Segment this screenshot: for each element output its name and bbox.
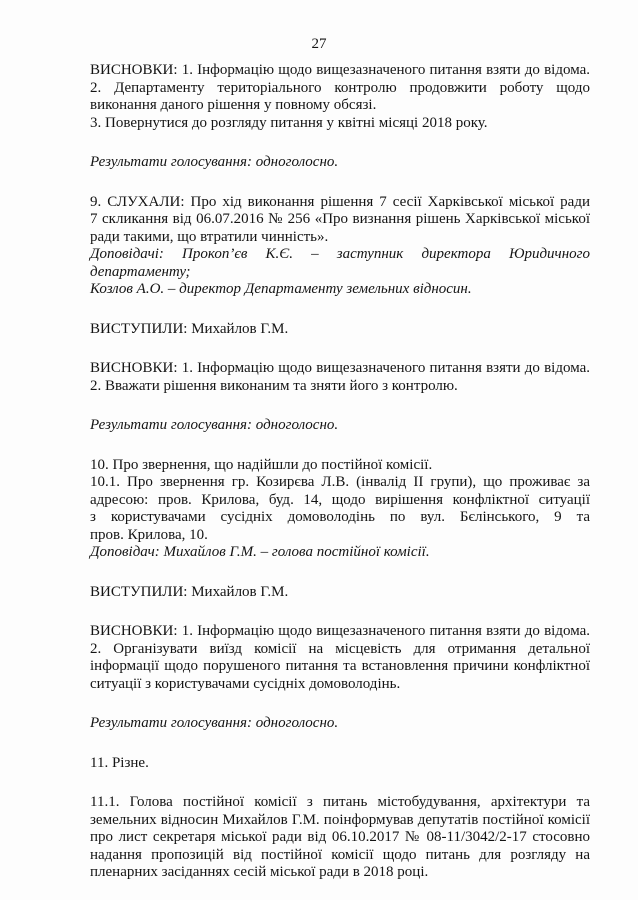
spoke-line: ВИСТУПИЛИ: Михайлов Г.М. [90, 320, 289, 337]
item-line: 10.1. Про звернення гр. Козирєва Л.В. (інвалід ІІ групи), що проживає за [90, 474, 590, 490]
item-line: надання пропозицій від постійної комісії щодо питань для розгляду на [90, 846, 590, 863]
heard-line: 7 скликання від 06.07.2016 № 256 «Про визнання рішень Харківської міської [90, 211, 590, 227]
voting-results: Результати голосування: одноголосно. [90, 154, 339, 170]
speakers-line: Доповідачі: Прокоп’єв К.Є. – заступник директора Юридичного [90, 246, 590, 262]
speakers-line: департаменту; [90, 263, 191, 280]
conclusions-line: ВИСНОВКИ: 1. Інформацію щодо вищезазначеного питання взяти до відома. [90, 360, 590, 376]
item-line: земельних відносин Михайлов Г.М. поінформував депутатів постійної комісії [90, 811, 590, 828]
document-body [90, 62, 590, 882]
conclusions-line: виконання даного рішення у повному обсязі. [90, 97, 377, 113]
section-title: 10. Про звернення, що надійшли до постійної комісії. [90, 456, 433, 473]
conclusions-line: ситуації з користувачами сусідніх домоволодінь. [90, 675, 401, 692]
voting-results: Результати голосування: одноголосно. [90, 715, 339, 731]
item-line: адресою: пров. Крилова, буд. 14, щодо вирішення конфліктної ситуації [90, 491, 590, 508]
speakers-line: Козлов А.О. – директор Департаменту земельних відносин. [90, 281, 472, 297]
conclusions-line: інформації щодо порушеного питання та встановлення причини конфліктної [90, 658, 590, 674]
spoke-line: ВИСТУПИЛИ: Михайлов Г.М. [90, 583, 289, 600]
conclusions-line: 2. Вважати рішення виконаним та зняти його з контролю. [90, 377, 458, 394]
speaker-line: Доповідач: Михайлов Г.М. – голова постійної комісії. [90, 544, 430, 560]
item-line: пров. Крилова, 10. [90, 526, 208, 543]
conclusions-line: 2. Департаменту територіального контролю продовжити роботу щодо [90, 79, 590, 96]
section-title: 11. Різне. [90, 754, 149, 771]
conclusions-line: 3. Повернутися до розгляду питання у квітні місяці 2018 року. [90, 114, 488, 131]
item-line: пленарних засіданнях сесій міської ради в 2018 році. [90, 864, 429, 880]
heard-line: 9. СЛУХАЛИ: Про хід виконання рішення 7 сесії Харківської міської ради [90, 193, 590, 210]
voting-results: Результати голосування: одноголосно. [90, 417, 339, 433]
item-line: про лист секретаря міської ради від 06.10.2017 № 08-11/3042/2-17 стосовно [90, 829, 590, 845]
conclusions-line: ВИСНОВКИ: 1. Інформацію щодо вищезазначеного питання взяти до відома. [90, 623, 590, 639]
item-line: з користувачами сусідніх домоволодінь по вул. Бєлінського, 9 та [90, 509, 590, 525]
page-number: 27 [311, 36, 327, 52]
item-line: 11.1. Голова постійної комісії з питань містобудування, архітектури та [90, 794, 590, 810]
conclusions-line: ВИСНОВКИ: 1. Інформацію щодо вищезазначеного питання взяти до відома. [90, 62, 590, 78]
heard-line: ради такими, що втратили чинність». [90, 228, 329, 245]
conclusions-line: 2. Організувати виїзд комісії на місцевість для отримання детальної [90, 640, 590, 657]
